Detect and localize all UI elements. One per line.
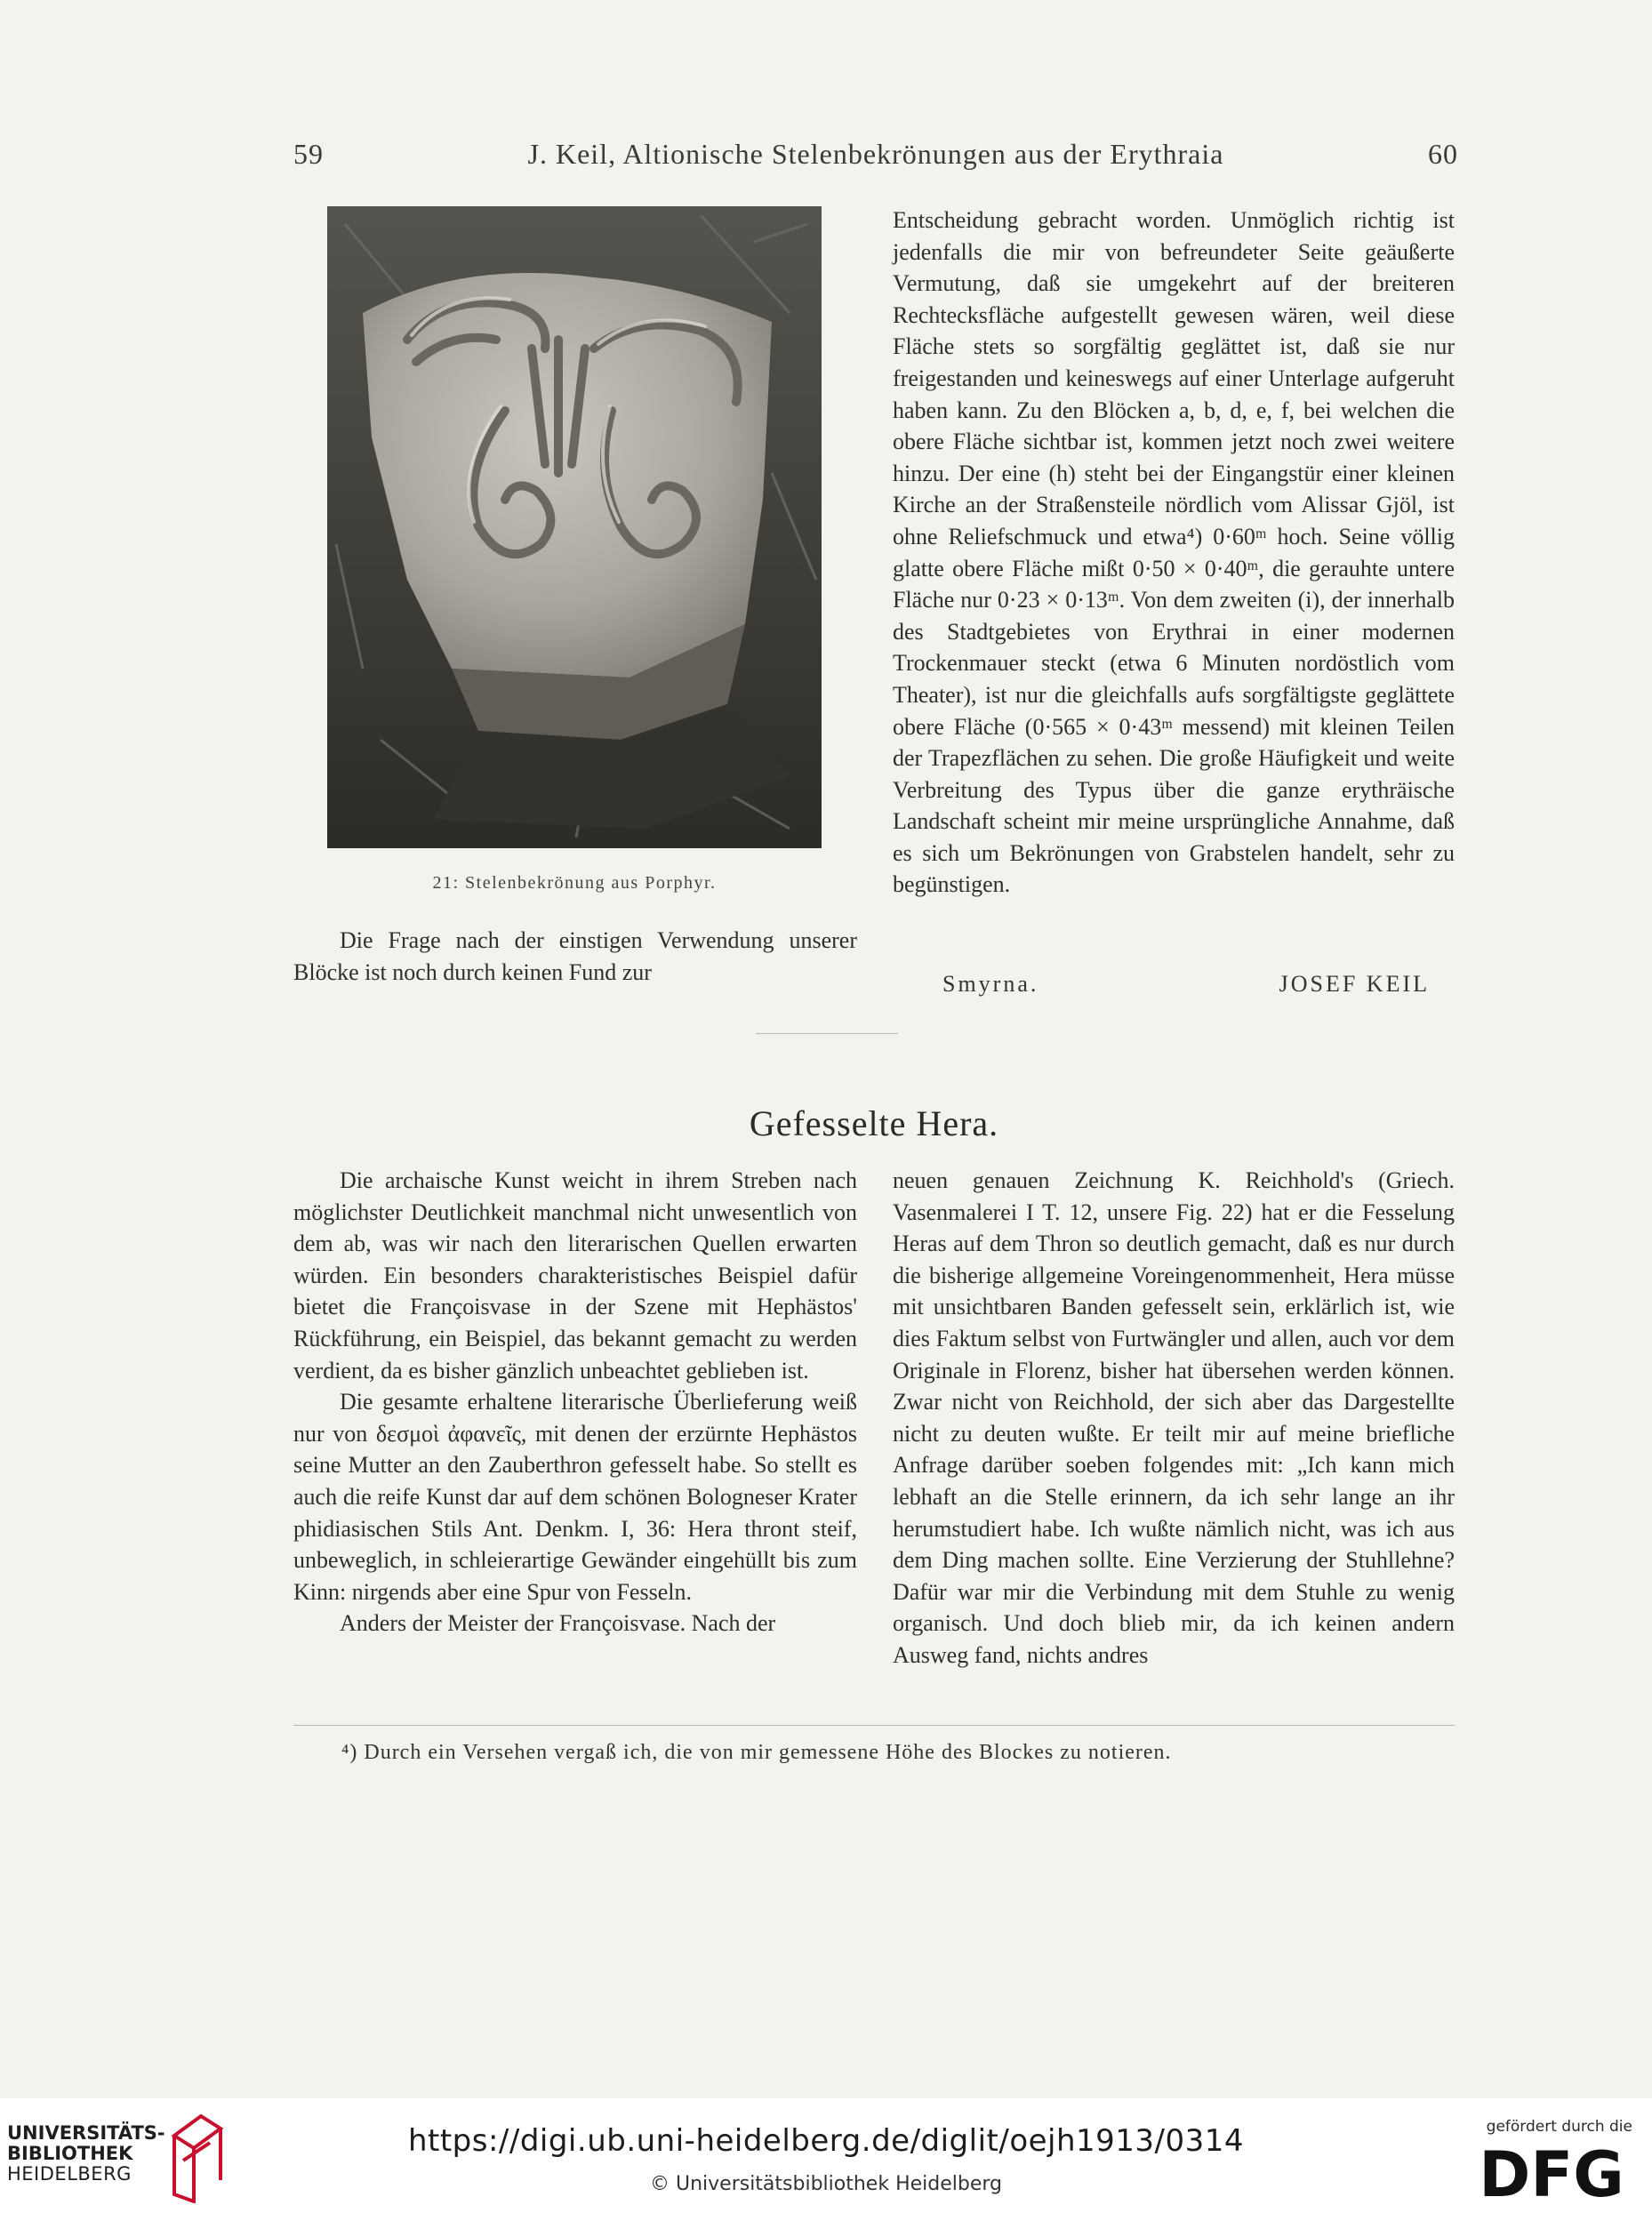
running-title: J. Keil, Altionische Stelenbekrönungen aus der Erythraia xyxy=(527,138,1224,170)
page-number-right: 60 xyxy=(1428,138,1458,170)
footnote: ⁴) Durch ein Versehen vergaß ich, die von mir gemessene Höhe des Blockes zu notieren. xyxy=(341,1741,1172,1764)
paragraph: Die archaische Kunst weicht in ihrem Streben nach möglichster Deutlichkeit manchmal nicht unwesentlich von dem ab, was wir nach den literarischen Quellen erwarten würden. Ein besonders charakteristisches Beispiel dafür bietet die Françoisvase in der Szene mit Hephästos' Rückführung, ein Beispiel, das bekannt gemacht zu werden verdient, da es bisher gänzlich unbeachtet geblieben ist. xyxy=(293,1167,857,1383)
paragraph: Anders der Meister der Françoisvase. Nach der xyxy=(340,1610,776,1637)
signature-name: JOSEF KEIL xyxy=(1279,971,1430,997)
page-number-left: 59 xyxy=(293,138,324,170)
article-title: Gefesselte Hera. xyxy=(749,1103,999,1143)
footnote-rule xyxy=(293,1725,1455,1726)
bottom-right-column xyxy=(893,1165,1455,1672)
paragraph: Die gesamte erhaltene literarische Überlieferung weiß nur von δεσμοὶ ἀφανεῖς, mit denen der erzürnte Hephästos seine Mutter an den Zauberthron gefesselt habe. So stellt es auch die reife Kunst dar auf dem schönen Bologneser Krater phidiasischen Stils Ant. Denkm. I, 36: Hera thront steif, unbeweglich, in schleierartige Gewänder eingehüllt bis zum Kinn: nirgends aber eine Spur von Fesseln. xyxy=(293,1389,857,1605)
paragraph: neuen genauen Zeichnung K. Reichhold's (Griech. Vasenmalerei I T. 12, unsere Fig. 22) hat er die Fesselung Heras auf dem Thron so deutlich gemacht, daß es nur durch die bisherige allgemeine Voreingenommenheit, Hera müsse mit unsichtbaren Banden gefesselt sein, erklärlich ist, wie dies Faktum selbst von Furtwängler und allen, auch vor dem Originale in Florenz, bisher hat übersehen werden können. Zwar nicht von Reichhold, der sich aber das Dargestellte nicht zu deuten wußte. Er teilt mir auf meine briefliche Anfrage darüber soeben folgendes mit: „Ich kann mich lebhaft an die Stelle erinnern, da ich sehr lange an ihr herumstudiert habe. Ich wußte nämlich nicht, was ich aus dem Ding machen sollte. Eine Verzierung der Stuhllehne? Dafür war mir die Verbindung mit dem Stuhle zu wenig organisch. Und doch blieb mir, da ich keinen andern Ausweg fand, nichts andres xyxy=(893,1167,1455,1668)
section-divider xyxy=(756,1033,898,1034)
dfg-logo-icon xyxy=(1469,2143,1634,2201)
top-right-column xyxy=(893,204,1455,901)
library-line: BIBLIOTHEK xyxy=(7,2143,133,2164)
stele-crown-photo xyxy=(327,206,822,848)
top-left-column xyxy=(293,925,857,988)
library-line: UNIVERSITÄTS- xyxy=(7,2122,165,2144)
copyright-notice: © Universitätsbibliothek Heidelberg xyxy=(649,2173,1002,2195)
signature-place: Smyrna. xyxy=(942,971,1039,997)
running-header xyxy=(293,138,1458,182)
signature xyxy=(942,971,1430,1006)
bottom-left-column xyxy=(293,1165,857,1640)
viewer-footer xyxy=(0,2098,1652,2213)
figure-caption: 21: Stelenbekrönung aus Porphyr. xyxy=(432,873,717,893)
dfg-logo-text: DFG xyxy=(1479,2143,1624,2201)
paragraph: Entscheidung gebracht worden. Unmöglich richtig ist jedenfalls die mir von befreundeter Seite geäußerte Vermutung, daß sie umgekehrt auf der breiteren Rechtecksfläche aufgestellt gewesen wären, weil diese Fläche stets so sorgfältig geglättet ist, daß sie nur freigestanden und keineswegs auf einer Unterlage aufgeruht haben kann. Zu den Blöcken a, b, d, e, f, bei welchen die obere Fläche sichtbar ist, kommen jetzt noch zwei weitere hinzu. Der eine (h) steht bei der Eingangstür einer kleinen Kirche an der Straßensteile nördlich vom Alissar Gjöl, ist ohne Reliefschmuck und etwa⁴) 0·60ᵐ hoch. Seine völlig glatte obere Fläche mißt 0·50 × 0·40ᵐ, die gerauhte untere Fläche nur 0·23 × 0·13ᵐ. Von dem zweiten (i), der innerhalb des Stadtgebietes von Erythrai in einer modernen Trockenmauer steckt (etwa 6 Minuten nordöstlich vom Theater), ist nur die gleichfalls aufs sorgfältigste geglättete obere Fläche (0·565 × 0·43ᵐ messend) mit kleinen Teilen der Trapezflächen zu sehen. Die große Häufigkeit und weite Verbreitung des Typus über die ganze erythräische Landschaft scheint mir meine ursprüngliche Annahme, daß es sich um Bekrönungen von Grabstelen handelt, sehr zu begünstigen. xyxy=(893,207,1455,898)
paragraph: Die Frage nach der einstigen Verwendung unserer Blöcke ist noch durch keinen Fund zur xyxy=(293,927,857,985)
funding-label: gefördert durch die xyxy=(1486,2118,1632,2136)
library-line: HEIDELBERG xyxy=(7,2163,132,2185)
permalink-url[interactable]: https://digi.ub.uni-heidelberg.de/diglit/oejh1913/0314 xyxy=(407,2123,1245,2159)
